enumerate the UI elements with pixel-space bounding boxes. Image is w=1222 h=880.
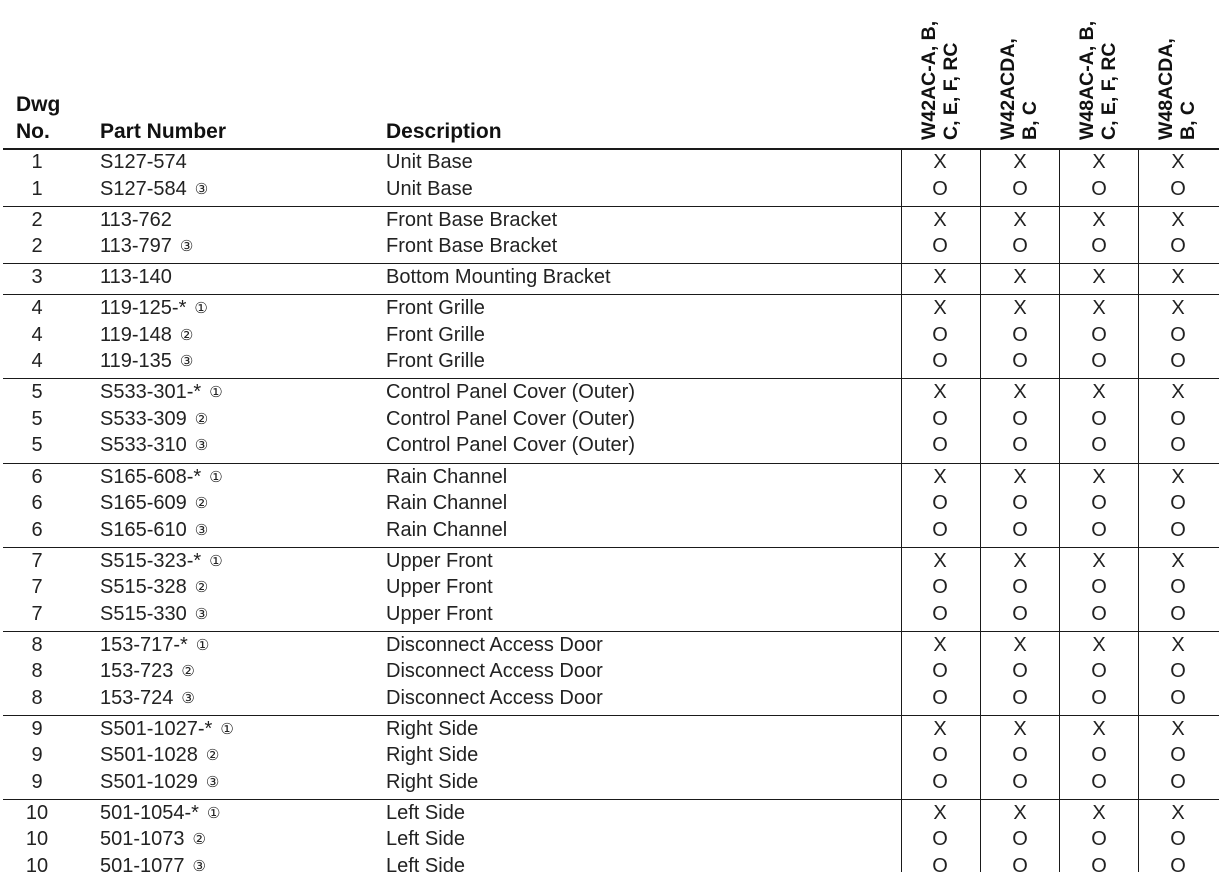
dwg-number: 4 [31,323,43,346]
model-mark: X [933,381,947,404]
model-mark: X [933,151,947,173]
footnote-marker: ① [209,552,223,570]
dwg-number: 9 [31,744,43,767]
model-mark: X [1092,717,1106,740]
model-mark: X [1171,549,1185,572]
part-number [100,743,219,769]
model-mark: O [1170,235,1186,258]
dwg-header-line1: Dwg [16,93,61,116]
group-rule [3,206,1219,207]
model-mark: X [1171,465,1185,488]
part-number [100,323,193,349]
model-mark: X [1092,266,1106,289]
part-number-header: Part Number [100,120,227,143]
dwg-header-line2: No. [16,120,50,143]
part-number [100,407,208,433]
model-mark: O [1170,602,1186,625]
description-header: Description [386,120,502,143]
model-mark: X [933,801,947,824]
model-mark: O [1091,660,1107,683]
part-number-text: S501-1028 [100,744,198,767]
group-rule [3,799,1219,800]
footnote-marker: ③ [194,180,209,198]
part-number-text: S165-609 [100,492,187,514]
model-mark: O [932,576,948,599]
part-number-text: 153-724 [100,686,174,709]
footnote-marker: ① [220,720,234,738]
footnote-marker: ③ [181,689,195,707]
model-mark: O [932,323,948,346]
model-mark: O [932,177,948,200]
part-description: Disconnect Access Door [386,660,603,683]
dwg-number: 10 [25,828,49,851]
part-number [100,234,193,260]
model-mark: X [1013,297,1027,320]
part-description: Front Grille [386,323,485,346]
part-number [100,491,208,517]
part-description: Left Side [386,801,465,824]
part-description: Control Panel Cover (Outer) [386,434,635,457]
part-number-text: S501-1029 [100,770,198,793]
model-mark: X [933,266,947,289]
model-mark: O [1170,660,1186,683]
model-mark: O [1012,492,1028,514]
model-mark: O [1012,407,1028,430]
model-mark: X [1171,297,1185,320]
model-mark: O [1091,602,1107,625]
model-mark: O [1012,518,1028,541]
dwg-number: 9 [31,717,43,740]
model-mark: X [933,297,947,320]
part-number-text: 153-717-* [100,633,188,656]
model-mark: X [1171,717,1185,740]
part-number-text: S127-574 [100,151,187,173]
part-number-text: S515-328 [100,576,187,599]
model-mark: O [1012,744,1028,767]
part-number-text: 153-723 [100,660,174,683]
model-mark: O [1012,177,1028,200]
part-number-text: S533-310 [100,434,187,457]
model-mark: X [1092,633,1106,656]
footnote-marker: ③ [179,238,194,256]
part-number-text: S533-309 [100,407,187,430]
model-mark: O [1091,576,1107,599]
part-description: Rain Channel [386,492,508,514]
part-number-text: S533-301-* [100,381,202,404]
part-number [100,177,208,203]
group-rule [3,263,1219,264]
part-number [100,770,219,796]
model-mark: X [1013,549,1027,572]
model-mark: O [1170,492,1186,514]
model-mark: O [1170,350,1186,373]
dwg-number: 4 [31,350,43,373]
model-mark: O [1012,828,1028,851]
part-number-text: 501-1077 [100,854,185,877]
part-number [100,433,208,459]
footnote-marker: ② [194,495,209,512]
part-description: Front Grille [386,350,485,373]
model-mark: O [932,518,948,541]
dwg-number: 6 [31,518,43,541]
model-mark: O [1012,770,1028,793]
group-rule [3,715,1219,716]
dwg-number: 10 [25,854,49,877]
model-mark: O [1091,323,1107,346]
dwg-number: 2 [31,235,43,258]
part-number [100,827,206,853]
model-mark: O [1170,177,1186,200]
model-mark: O [1091,854,1107,877]
model-mark: O [1170,407,1186,430]
model-mark: O [1170,518,1186,541]
model-mark: O [1091,744,1107,767]
dwg-number: 8 [31,686,43,709]
part-number [100,575,208,601]
model-mark: O [1091,492,1107,514]
dwg-number: 8 [31,660,43,683]
part-number [100,549,223,575]
part-number [100,602,208,628]
model-mark: O [932,434,948,457]
part-number [100,265,172,289]
model-mark: O [932,770,948,793]
model-mark: O [932,235,948,258]
model-mark: X [1092,465,1106,488]
model-mark: O [1091,686,1107,709]
dwg-number: 1 [31,177,43,200]
part-number [100,633,209,659]
footnote-marker: ① [209,384,223,402]
model-mark: O [1170,744,1186,767]
model-mark: X [1092,297,1106,320]
model-mark: O [1091,235,1107,258]
footnote-marker: ③ [192,857,206,875]
model-mark: X [1171,151,1185,173]
model-header-3: W48AC-A, B, C, E, F, RC [1076,20,1120,140]
model-mark: X [933,208,947,231]
column-rule [980,148,981,872]
model-mark: O [1012,660,1028,683]
dwg-number: 8 [31,633,43,656]
part-number [100,717,234,743]
part-number-text: 501-1054-* [100,801,199,824]
part-description: Disconnect Access Door [386,686,603,709]
group-rule [3,463,1219,464]
model-mark: O [1012,350,1028,373]
dwg-number: 4 [31,297,43,320]
dwg-number: 9 [31,770,43,793]
part-number [100,686,195,712]
part-number-text: 119-148 [100,323,172,346]
model-mark: X [1171,208,1185,231]
part-number-text: 119-135 [100,350,172,373]
model-mark: O [1012,323,1028,346]
model-mark: O [932,660,948,683]
model-mark: X [1171,266,1185,289]
part-description: Left Side [386,854,465,877]
part-number-text: 501-1073 [100,828,185,851]
part-number [100,854,206,880]
part-number-text: S515-323-* [100,549,202,572]
part-description: Unit Base [386,151,473,173]
model-header-1: W42AC-A, B, C, E, F, RC [918,20,962,140]
part-description: Right Side [386,717,479,740]
model-mark: O [1170,323,1186,346]
part-description: Control Panel Cover (Outer) [386,381,635,404]
part-number [100,518,208,544]
footnote-marker: ② [181,663,195,681]
dwg-number: 5 [31,381,43,404]
group-rule [3,631,1219,632]
model-mark: O [932,744,948,767]
column-rule [1059,148,1060,872]
model-mark: O [1170,686,1186,709]
part-description: Upper Front [386,576,493,599]
model-mark: O [1170,576,1186,599]
part-description: Control Panel Cover (Outer) [386,407,635,430]
dwg-no-header [16,91,60,145]
model-mark: O [1012,434,1028,457]
model-mark: X [1171,633,1185,656]
part-number-text: S127-584 [100,177,187,200]
dwg-number: 1 [31,151,43,173]
model-mark: O [1012,235,1028,258]
footnote-marker: ③ [179,353,194,371]
model-mark: X [1013,717,1027,740]
part-description: Front Base Bracket [386,208,558,231]
part-number [100,296,208,322]
model-mark: O [932,828,948,851]
model-mark: O [1012,602,1028,625]
footnote-marker: ① [194,300,208,318]
part-description: Upper Front [386,549,493,572]
part-number [100,801,220,827]
model-mark: X [1092,801,1106,824]
model-header-4: W48ACDA, B, C [1155,38,1199,140]
model-mark: X [1092,381,1106,404]
part-description: Upper Front [386,602,493,625]
model-mark: O [1091,350,1107,373]
footnote-marker: ③ [194,521,209,539]
dwg-number: 6 [31,465,43,488]
model-mark: O [1091,770,1107,793]
part-description: Bottom Mounting Bracket [386,266,611,289]
model-mark: O [1170,854,1186,877]
model-mark: O [1170,828,1186,851]
model-mark: X [1171,801,1185,824]
model-mark: X [933,549,947,572]
footnote-marker: ③ [194,605,209,623]
column-rule [901,148,902,872]
model-mark: X [1013,633,1027,656]
model-mark: O [1012,854,1028,877]
model-mark: X [1013,381,1027,404]
model-mark: X [1013,208,1027,231]
footnote-marker: ② [205,747,220,765]
model-mark: O [1170,434,1186,457]
part-description: Rain Channel [386,465,508,488]
part-number-text: S165-610 [100,518,187,541]
model-mark: X [933,465,947,488]
dwg-number: 7 [31,602,43,625]
model-mark: X [1013,266,1027,289]
group-rule [3,378,1219,379]
model-mark: X [1013,801,1027,824]
footnote-marker: ② [194,579,209,597]
part-description: Front Base Bracket [386,235,558,258]
part-description: Right Side [386,770,479,793]
dwg-number: 3 [31,266,43,289]
part-description: Front Grille [386,297,485,320]
model-mark: O [932,492,948,514]
part-number [100,380,223,406]
footnote-marker: ① [206,804,221,822]
footnote-marker: ② [194,410,209,428]
model-mark: O [1091,434,1107,457]
part-number [100,208,172,232]
model-mark: O [1012,686,1028,709]
dwg-number: 10 [25,801,49,824]
part-number-text: 113-762 [100,208,172,231]
dwg-number: 6 [31,492,43,514]
model-mark: X [1171,381,1185,404]
footnote-marker: ② [179,326,194,344]
model-mark: O [1091,828,1107,851]
model-mark: X [1092,151,1106,173]
part-number-text: S515-330 [100,602,187,625]
model-mark: O [1091,518,1107,541]
footnote-marker: ③ [205,773,220,791]
model-header-2: W42ACDA, B, C [997,38,1041,140]
dwg-number: 7 [31,576,43,599]
dwg-number: 5 [31,434,43,457]
column-rule [1138,148,1139,872]
model-mark: O [932,407,948,430]
footnote-marker: ① [195,636,210,654]
dwg-number: 5 [31,407,43,430]
footnote-marker: ② [192,831,206,849]
model-mark: X [1092,208,1106,231]
part-number-text: 113-140 [100,266,172,289]
dwg-number: 2 [31,208,43,231]
part-number [100,349,193,375]
part-number [100,150,187,174]
part-number-text: 113-797 [100,235,172,258]
model-mark: O [932,602,948,625]
model-mark: X [1092,549,1106,572]
model-mark: O [1091,407,1107,430]
model-mark: X [933,633,947,656]
part-number [100,465,223,491]
model-mark: O [932,350,948,373]
model-mark: X [933,717,947,740]
part-number [100,659,195,685]
part-description: Right Side [386,744,479,767]
part-number-text: S501-1027-* [100,717,213,740]
model-mark: O [932,854,948,877]
model-mark: O [932,686,948,709]
footnote-marker: ③ [194,437,209,455]
group-rule [3,294,1219,295]
part-description: Unit Base [386,177,473,200]
part-number-text: S165-608-* [100,465,202,488]
part-description: Rain Channel [386,518,508,541]
group-rule [3,547,1219,548]
part-description: Disconnect Access Door [386,633,603,656]
model-mark: X [1013,465,1027,488]
model-mark: X [1013,151,1027,173]
part-description: Left Side [386,828,465,851]
dwg-number: 7 [31,549,43,572]
part-number-text: 119-125-* [100,297,187,320]
model-mark: O [1091,177,1107,200]
model-mark: O [1012,576,1028,599]
footnote-marker: ① [209,468,223,486]
model-mark: O [1170,770,1186,793]
